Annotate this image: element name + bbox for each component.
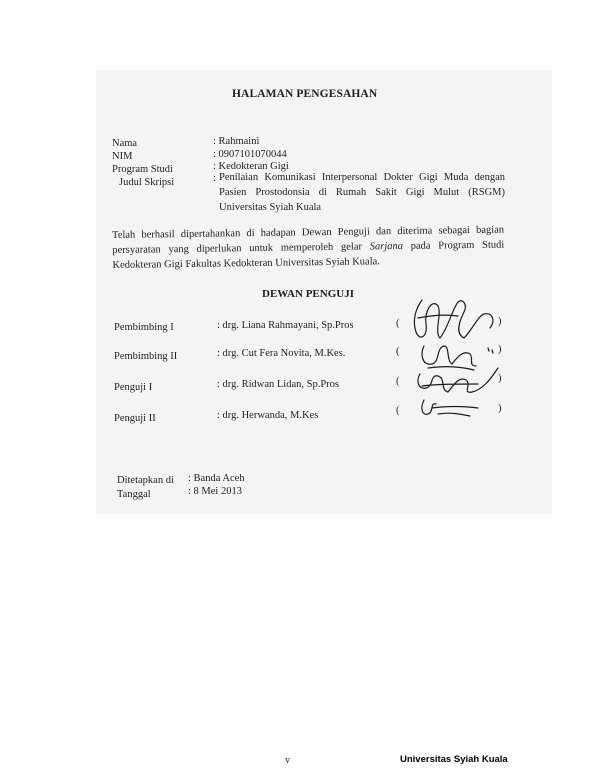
issued-place-value: : Banda Aceh <box>188 473 245 484</box>
nim-label: NIM <box>112 151 133 162</box>
signature-close-4: ) <box>498 403 502 414</box>
judul-skripsi-value: Penilaian Komunikasi Interpersonal Dokter Gigi Muda dengan Pasien Prostodonsia di Rumah Sakit Gigi Mulut (RSGM) Universitas Syiah Kuala <box>219 172 505 213</box>
signature-close-2: ) <box>498 344 502 355</box>
board-role-3: Penguji I <box>114 382 153 393</box>
nama-label: Nama <box>112 138 138 149</box>
signature-open-4: ( <box>396 405 400 416</box>
board-role-1: Pembimbing I <box>114 322 174 333</box>
board-name-2: : drg. Cut Fera Novita, M.Kes. <box>217 348 346 359</box>
signature-open-1: ( <box>396 318 400 329</box>
signature-close-3: ) <box>498 373 502 384</box>
board-role-2: Pembimbing II <box>114 351 178 362</box>
approval-statement <box>112 223 505 273</box>
program-studi-label: Program Studi <box>112 164 173 175</box>
nama-value: : Rahmaini <box>213 136 260 147</box>
board-title: DEWAN PENGUJI <box>262 288 354 300</box>
board-name-3: : drg. Ridwan Lidan, Sp.Pros <box>217 379 340 390</box>
board-name-1: : drg. Liana Rahmayani, Sp.Pros <box>217 320 354 331</box>
signature-close-1: ) <box>498 316 502 327</box>
signature-open-2: ( <box>396 346 400 357</box>
approval-statement-text-end: pada Program Studi Kedokteran Gigi Fakultas Kedokteran Universitas Syiah Kuala. <box>112 239 505 271</box>
judul-skripsi-label: Judul Skripsi <box>119 177 175 188</box>
page-number: v <box>285 755 290 766</box>
approval-statement-text: Telah berhasil dipertahankan di hadapan Dewan Penguji dan diterima sebagai bagian persyaratan yang diperlukan untuk memperoleh gelar <box>112 224 505 256</box>
degree-name: Sarjana <box>369 240 404 253</box>
handwritten-signatures <box>398 288 516 428</box>
page-title: HALAMAN PENGESAHAN <box>232 88 378 100</box>
judul-skripsi-colon: : <box>213 173 216 184</box>
board-role-4: Penguji II <box>114 413 156 424</box>
issued-date-value: : 8 Mei 2013 <box>188 486 242 497</box>
program-studi-value: : Kedokteran Gigi <box>213 161 289 172</box>
board-name-4: : drg. Herwanda, M.Kes <box>217 410 319 421</box>
nim-value: : 0907101070044 <box>213 149 287 160</box>
issued-date-label: Tanggal <box>117 489 151 500</box>
signature-open-3: ( <box>396 376 400 387</box>
footer-institution: Universitas Syiah Kuala <box>400 754 508 765</box>
issued-place-label: Ditetapkan di <box>117 475 174 486</box>
